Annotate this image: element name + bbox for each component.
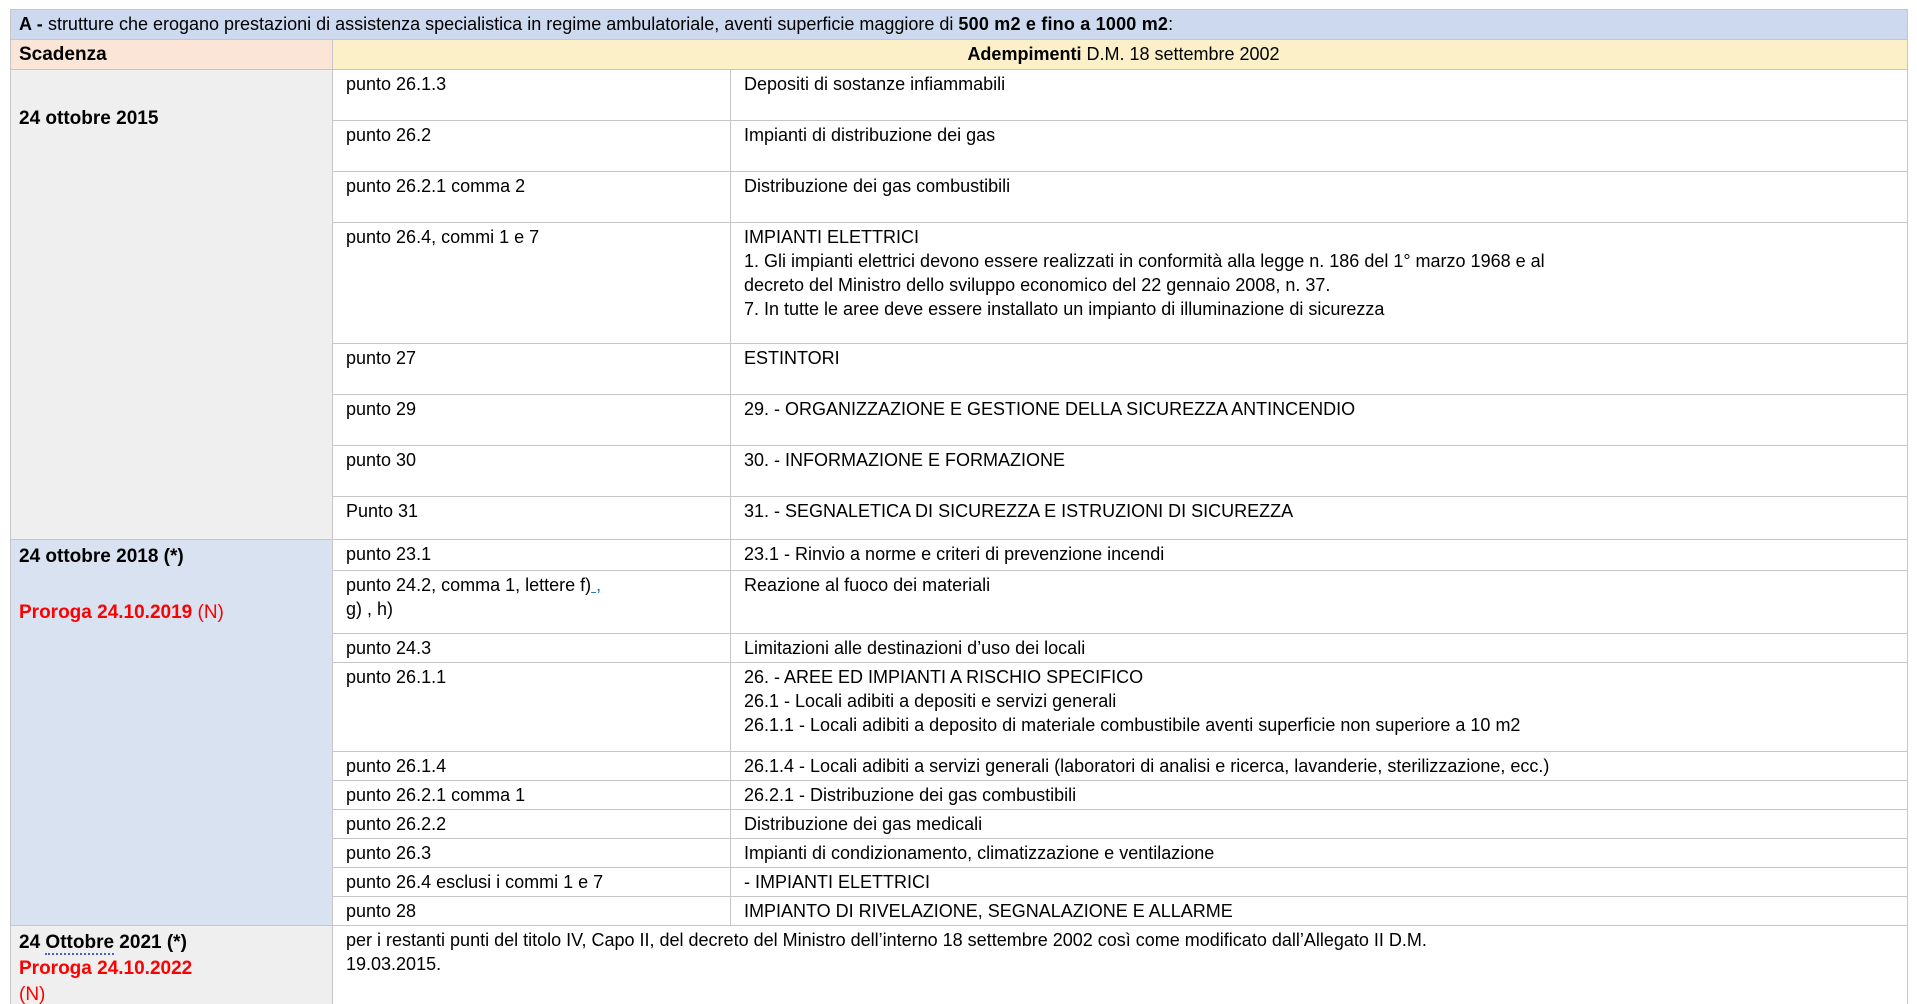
scadenza-header: Scadenza: [11, 40, 333, 70]
restanti-punti-cell: [333, 926, 1908, 1004]
adempimento-cell: 30. - INFORMAZIONE E FORMAZIONE: [731, 446, 1908, 497]
deadline-2021-cell: [11, 926, 333, 1004]
deadline-2015-label: 24 ottobre 2015: [19, 108, 159, 129]
punto-cell: punto 26.1.1: [333, 663, 731, 752]
adempimenti-rest: D.M. 18 settembre 2002: [1081, 44, 1280, 64]
cell-line: 26.1 - Locali adibiti a depositi e servizi generali: [744, 691, 1117, 711]
table-row: [11, 926, 1908, 1004]
proroga-2019-label: Proroga 24.10.2019: [19, 602, 193, 623]
adempimento-cell: IMPIANTO DI RIVELAZIONE, SEGNALAZIONE E ALLARME: [731, 897, 1908, 926]
punto-cell: punto 29: [333, 395, 731, 446]
punto-cell: punto 26.2.1 comma 1: [333, 781, 731, 810]
punto-cell: [333, 571, 731, 634]
adempimento-cell: [731, 663, 1908, 752]
deadline-2015-cell: [11, 70, 333, 540]
punto-part-a: punto 24.2, comma 1, lettere f): [346, 575, 592, 595]
adempimento-cell: 31. - SEGNALETICA DI SICUREZZA E ISTRUZIONI DI SICUREZZA: [731, 497, 1908, 540]
adempimento-cell: Distribuzione dei gas combustibili: [731, 172, 1908, 223]
punto-cell: punto 26.1.3: [333, 70, 731, 121]
title-bold-size: 500 m2 e fino a 1000 m2: [958, 14, 1169, 34]
title-bold-a: A -: [19, 14, 43, 34]
punto-cell: punto 30: [333, 446, 731, 497]
punto-cell: punto 26.3: [333, 839, 731, 868]
cell-line: 7. In tutte le aree deve essere installato un impianto di illuminazione di sicurezza: [744, 299, 1385, 319]
cell-line: 1. Gli impianti elettrici devono essere realizzati in conformità alla legge n. 186 del 1° marzo 1968 e al: [744, 251, 1545, 271]
cell-line: per i restanti punti del titolo IV, Capo II, del decreto del Ministro dell’interno 18 settembre 2002 così come modificato dall’Allegato II D.M.: [346, 930, 1427, 950]
cell-line: IMPIANTI ELETTRICI: [744, 227, 920, 247]
table-title-row: [11, 10, 1908, 40]
title-text: strutture che erogano prestazioni di assistenza specialistica in regime ambulatoriale, aventi superficie maggiore di: [42, 14, 959, 34]
deadline-2018-label: 24 ottobre 2018 (*): [19, 546, 184, 567]
punto-cell: punto 26.2: [333, 121, 731, 172]
punto-cell: punto 27: [333, 344, 731, 395]
punto-cell: punto 26.4, commi 1 e 7: [333, 223, 731, 344]
adempimento-cell: - IMPIANTI ELETTRICI: [731, 868, 1908, 897]
table-title-cell: [11, 10, 1908, 40]
adempimento-cell: 23.1 - Rinvio a norme e criteri di prevenzione incendi: [731, 540, 1908, 571]
proroga-2022-label: Proroga 24.10.2022: [19, 958, 193, 979]
adempimenti-bold: Adempimenti: [967, 44, 1082, 64]
punto-cell: punto 26.2.2: [333, 810, 731, 839]
proroga-2022-n: (N): [19, 984, 46, 1004]
punto-cell: punto 26.4 esclusi i commi 1 e 7: [333, 868, 731, 897]
punto-cell: punto 26.2.1 comma 2: [333, 172, 731, 223]
punto-cell: punto 24.3: [333, 634, 731, 663]
adempimento-cell: 29. - ORGANIZZAZIONE E GESTIONE DELLA SICUREZZA ANTINCENDIO: [731, 395, 1908, 446]
adempimento-cell: 26.2.1 - Distribuzione dei gas combustibili: [731, 781, 1908, 810]
punto-part-b: g) , h): [346, 599, 394, 619]
cell-line: 19.03.2015.: [346, 954, 442, 974]
adempimento-cell: Reazione al fuoco dei materiali: [731, 571, 1908, 634]
adempimento-cell: Distribuzione dei gas medicali: [731, 810, 1908, 839]
table-row: [11, 70, 1908, 121]
punto-cell: punto 28: [333, 897, 731, 926]
column-header-row: [11, 40, 1908, 70]
punto-cell: punto 23.1: [333, 540, 731, 571]
tracked-change-comma: ,: [591, 575, 602, 595]
deadline-2021-pre: 24: [19, 932, 46, 953]
proroga-2019-line: [19, 600, 326, 626]
adempimento-cell: [731, 223, 1908, 344]
compliance-table: [10, 9, 1908, 1004]
deadline-2021-underlined: Ottobre: [45, 932, 115, 953]
deadline-2018-cell: [11, 540, 333, 926]
adempimenti-header: [333, 40, 1908, 70]
adempimento-cell: Depositi di sostanze infiammabili: [731, 70, 1908, 121]
adempimento-cell: 26.1.4 - Locali adibiti a servizi generali (laboratori di analisi e ricerca, lavanderie, sterilizzazione, ecc.): [731, 752, 1908, 781]
table-row: [11, 540, 1908, 571]
adempimento-cell: Impianti di condizionamento, climatizzazione e ventilazione: [731, 839, 1908, 868]
cell-line: 26. - AREE ED IMPIANTI A RISCHIO SPECIFICO: [744, 667, 1144, 687]
adempimento-cell: Limitazioni alle destinazioni d’uso dei locali: [731, 634, 1908, 663]
cell-line: 26.1.1 - Locali adibiti a deposito di materiale combustibile aventi superficie non superiore a 10 m2: [744, 715, 1521, 735]
deadline-2021-label: [19, 930, 326, 956]
proroga-2019-n: (N): [192, 602, 224, 623]
adempimento-cell: Impianti di distribuzione dei gas: [731, 121, 1908, 172]
cell-line: decreto del Ministro dello sviluppo economico del 22 gennaio 2008, n. 37.: [744, 275, 1331, 295]
punto-cell: Punto 31: [333, 497, 731, 540]
deadline-2021-post: 2021 (*): [114, 932, 187, 953]
punto-cell: punto 26.1.4: [333, 752, 731, 781]
title-colon: :: [1168, 14, 1174, 34]
adempimento-cell: ESTINTORI: [731, 344, 1908, 395]
